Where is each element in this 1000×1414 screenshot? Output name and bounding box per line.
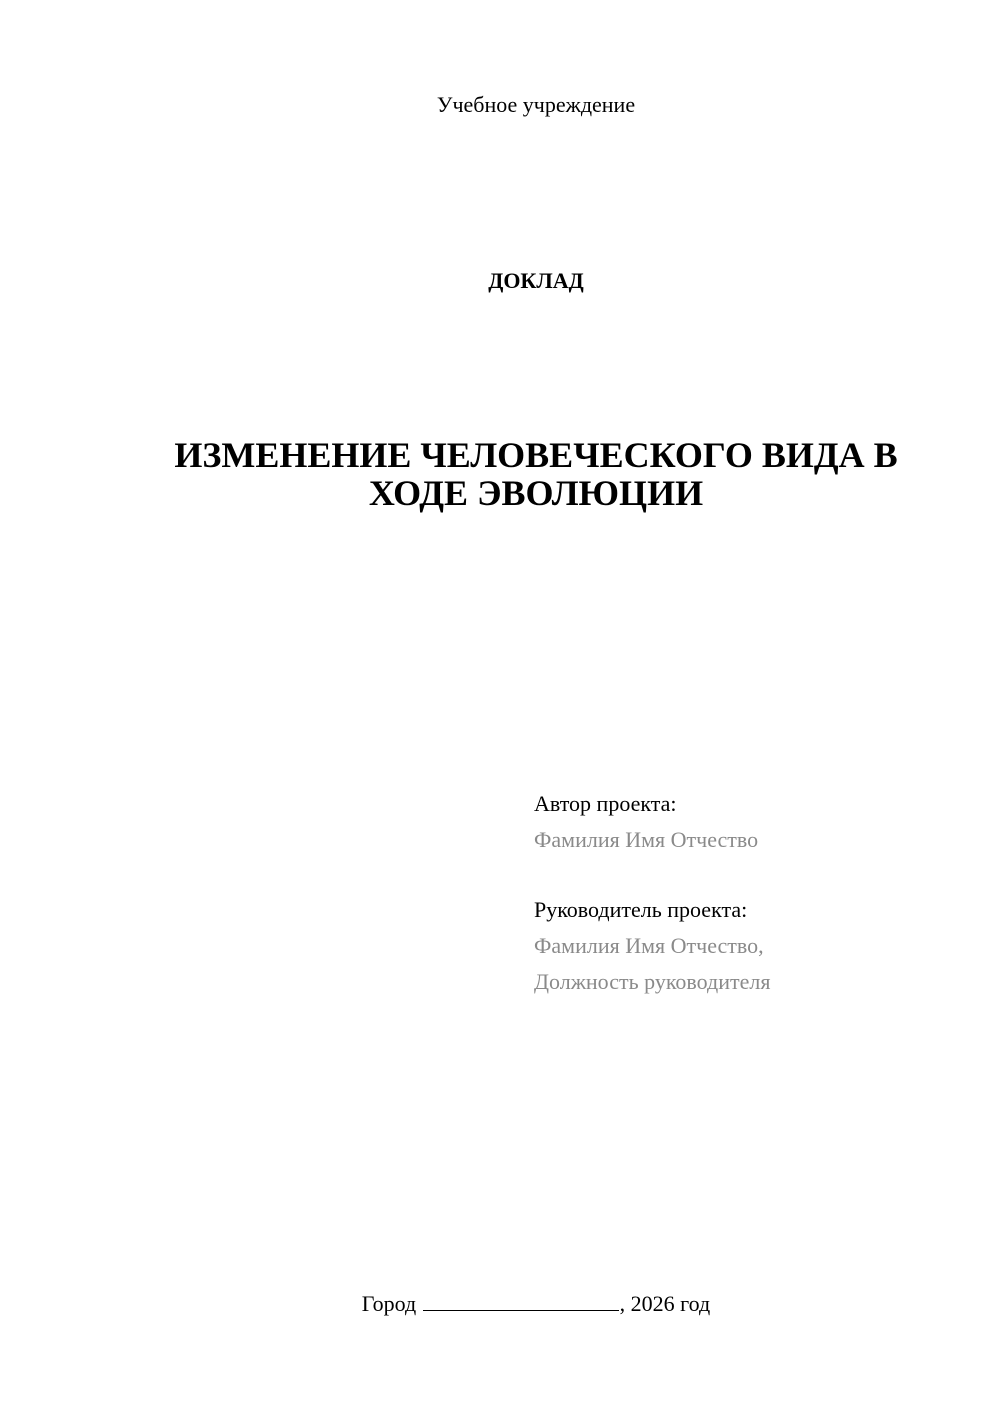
credits-block [534, 786, 974, 1000]
author-name: Фамилия Имя Отчество [534, 827, 759, 852]
city-year-line [0, 1288, 1000, 1319]
institution-name: Учебное учреждение [436, 92, 636, 117]
document-type: ДОКЛАД [488, 268, 584, 293]
supervisor-label: Руководитель проекта: [534, 897, 748, 922]
credits-spacer [534, 858, 974, 892]
supervisor-position: Должность руководителя [534, 969, 771, 994]
year-text: , 2026 год [619, 1291, 711, 1316]
city-label: Город [361, 1291, 417, 1316]
city-blank-line [423, 1288, 619, 1311]
document-title [100, 436, 972, 512]
supervisor-name: Фамилия Имя Отчество, [534, 933, 764, 958]
title-line-2: ХОДЕ ЭВОЛЮЦИИ [368, 473, 704, 513]
title-line-1: ИЗМЕНЕНИЕ ЧЕЛОВЕЧЕСКОГО ВИДА В [174, 435, 898, 475]
author-label: Автор проекта: [534, 791, 677, 816]
